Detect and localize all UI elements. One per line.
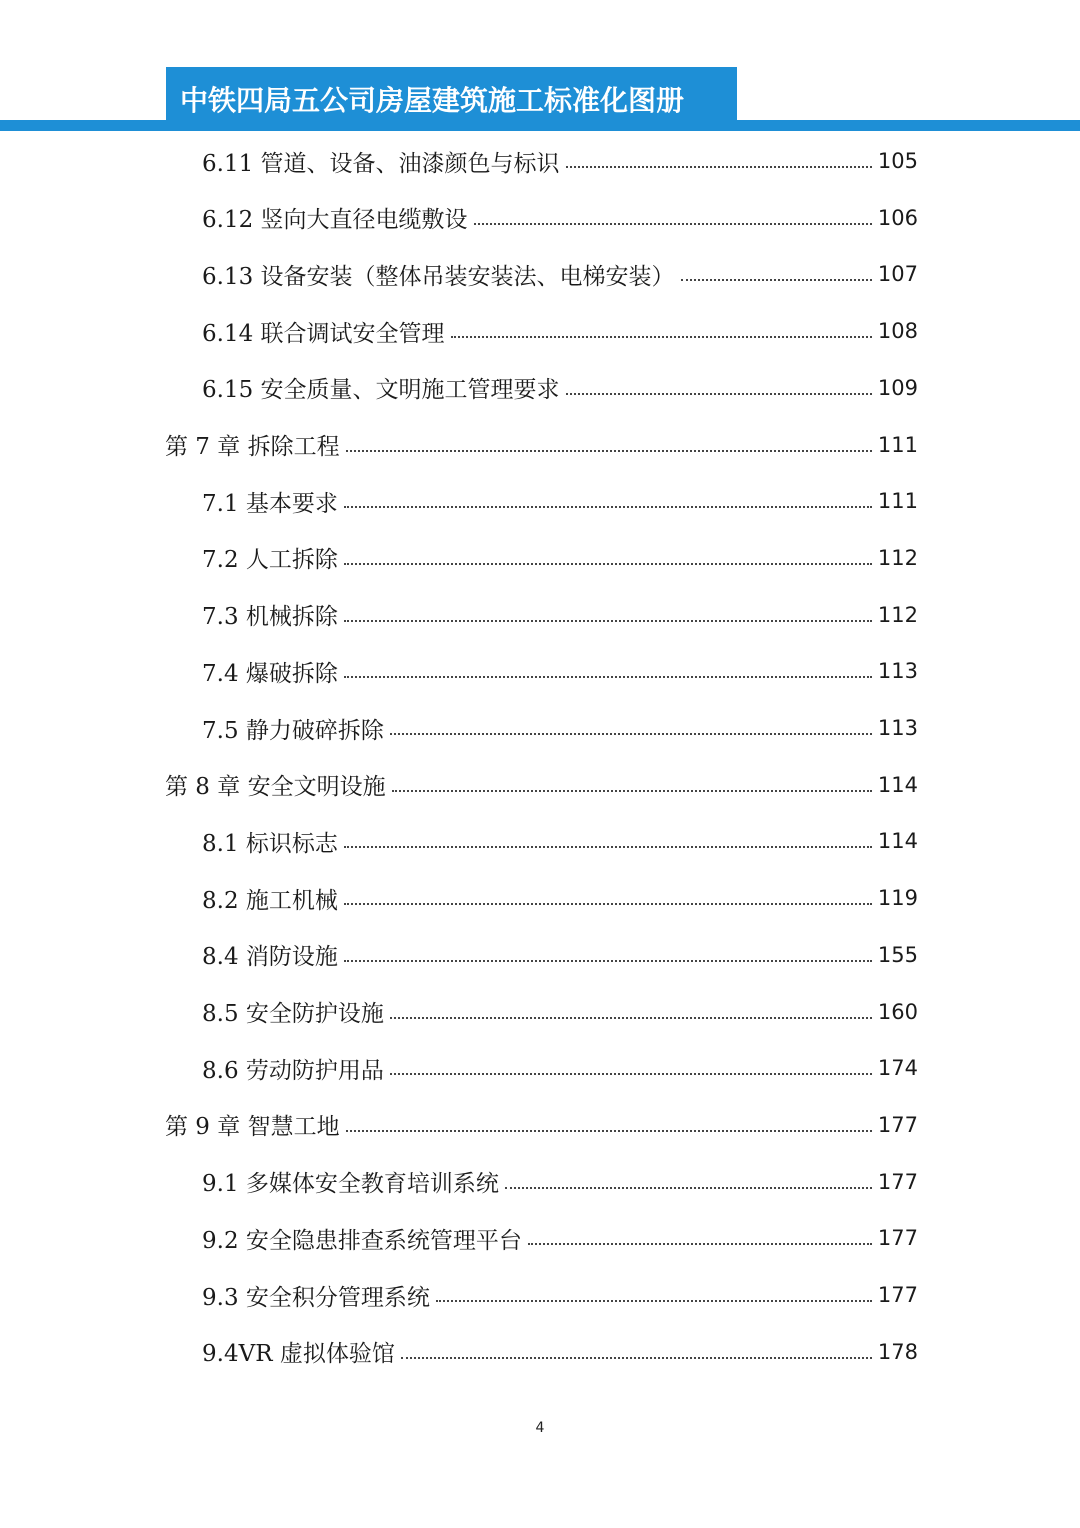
toc-entry-label: 9.2 安全隐患排查系统管理平台 <box>202 1227 522 1254</box>
toc-entry-label: 6.11 管道、设备、油漆颜色与标识 <box>202 150 560 177</box>
toc-leader-dots <box>344 901 872 905</box>
document-title: 中铁四局五公司房屋建筑施工标准化图册 <box>166 67 737 131</box>
toc-entry-label: 9.1 多媒体安全教育培训系统 <box>202 1171 499 1198</box>
toc-entry-label: 8.1 标识标志 <box>202 830 338 857</box>
toc-entry-label: 7.2 人工拆除 <box>202 547 338 574</box>
toc-entry-page: 174 <box>877 1056 918 1081</box>
toc-section-entry[interactable] <box>202 878 918 918</box>
toc-entry-page: 109 <box>877 375 918 400</box>
toc-leader-dots <box>566 164 872 168</box>
toc-entry-page: 106 <box>877 205 918 230</box>
toc-leader-dots <box>474 221 872 225</box>
toc-section-entry[interactable] <box>202 198 918 238</box>
toc-entry-page: 108 <box>877 319 918 344</box>
toc-entry-page: 111 <box>877 489 918 514</box>
toc-entry-label: 6.14 联合调试安全管理 <box>202 320 445 347</box>
toc-entry-label: 6.13 设备安装（整体吊装安装法、电梯安装） <box>202 263 675 290</box>
toc-section-entry[interactable] <box>202 821 918 861</box>
toc-entry-label: 7.3 机械拆除 <box>202 604 338 631</box>
toc-leader-dots <box>344 618 872 622</box>
toc-section-entry[interactable] <box>202 311 918 351</box>
toc-leader-dots <box>392 788 872 792</box>
toc-section-entry[interactable] <box>202 992 918 1032</box>
toc-section-entry[interactable] <box>202 141 918 181</box>
toc-entry-page: 177 <box>877 1283 918 1307</box>
toc-entry-label: 8.6 劳动防护用品 <box>202 1057 384 1084</box>
toc-leader-dots <box>390 1015 872 1019</box>
toc-entry-label: 第 7 章 拆除工程 <box>165 434 340 460</box>
toc-leader-dots <box>344 844 872 848</box>
toc-entry-label: 8.4 消防设施 <box>202 944 338 971</box>
toc-entry-page: 114 <box>877 772 918 797</box>
toc-entry-label: 第 9 章 智慧工地 <box>165 1114 340 1141</box>
toc-entry-page: 177 <box>877 1226 918 1251</box>
toc-leader-dots <box>528 1241 872 1245</box>
toc-entry-page: 112 <box>877 545 918 570</box>
toc-entry-label: 第 8 章 安全文明设施 <box>165 774 386 801</box>
toc-section-entry[interactable] <box>202 538 918 578</box>
toc-entry-page: 113 <box>877 716 918 740</box>
toc-entry-page: 160 <box>877 999 918 1024</box>
toc-leader-dots <box>451 334 872 338</box>
toc-entry-label: 6.15 安全质量、文明施工管理要求 <box>202 377 560 404</box>
toc-chapter-entry[interactable] <box>165 425 918 465</box>
toc-entry-page: 119 <box>877 886 918 911</box>
toc-section-entry[interactable] <box>202 481 918 521</box>
toc-leader-dots <box>344 674 872 678</box>
toc-chapter-entry[interactable] <box>165 1105 918 1145</box>
toc-leader-dots <box>401 1355 872 1359</box>
toc-entry-page: 178 <box>877 1339 918 1364</box>
toc-section-entry[interactable] <box>202 1275 918 1315</box>
toc-section-entry[interactable] <box>202 254 918 294</box>
toc-section-entry[interactable] <box>202 1332 918 1372</box>
toc-section-entry[interactable] <box>202 1218 918 1258</box>
toc-entry-page: 107 <box>877 262 918 287</box>
toc-leader-dots <box>346 1128 872 1132</box>
toc-section-entry[interactable] <box>202 1162 918 1202</box>
toc-leader-dots <box>436 1298 872 1302</box>
toc-leader-dots <box>344 561 872 565</box>
toc-entry-label: 7.4 爆破拆除 <box>202 660 338 687</box>
toc-entry-label: 8.2 施工机械 <box>202 887 338 914</box>
toc-entry-label: 8.5 安全防护设施 <box>202 1001 384 1027</box>
toc-chapter-entry[interactable] <box>165 765 918 805</box>
page-number: 4 <box>535 1420 545 1436</box>
toc-entry-page: 112 <box>877 602 918 627</box>
toc-entry-label: 6.12 竖向大直径电缆敷设 <box>202 207 468 234</box>
toc-section-entry[interactable] <box>202 1048 918 1088</box>
toc-section-entry[interactable] <box>202 651 918 691</box>
toc-section-entry[interactable] <box>202 935 918 975</box>
toc-entry-label: 7.5 静力破碎拆除 <box>202 717 384 744</box>
toc-entry-page: 155 <box>877 942 918 967</box>
toc-entry-page: 114 <box>877 829 918 854</box>
toc-entry-page: 113 <box>877 659 918 684</box>
toc-entry-page: 177 <box>877 1169 918 1194</box>
toc-entry-page: 105 <box>877 149 918 173</box>
toc-leader-dots <box>390 1071 872 1075</box>
toc-entry-label: 9.3 安全积分管理系统 <box>202 1284 430 1311</box>
toc-leader-dots <box>681 277 872 281</box>
toc-leader-dots <box>505 1185 872 1189</box>
toc-section-entry[interactable] <box>202 708 918 748</box>
toc-leader-dots <box>566 391 872 395</box>
toc-entry-label: 7.1 基本要求 <box>202 490 338 517</box>
toc-section-entry[interactable] <box>202 595 918 635</box>
toc-leader-dots <box>390 731 872 735</box>
toc-leader-dots <box>346 448 872 452</box>
toc-entry-label: 9.4VR 虚拟体验馆 <box>202 1341 395 1368</box>
toc-entry-page: 177 <box>877 1112 918 1137</box>
toc-leader-dots <box>344 958 872 962</box>
toc-leader-dots <box>344 504 872 508</box>
toc-entry-page: 111 <box>877 432 918 457</box>
toc-section-entry[interactable] <box>202 368 918 408</box>
